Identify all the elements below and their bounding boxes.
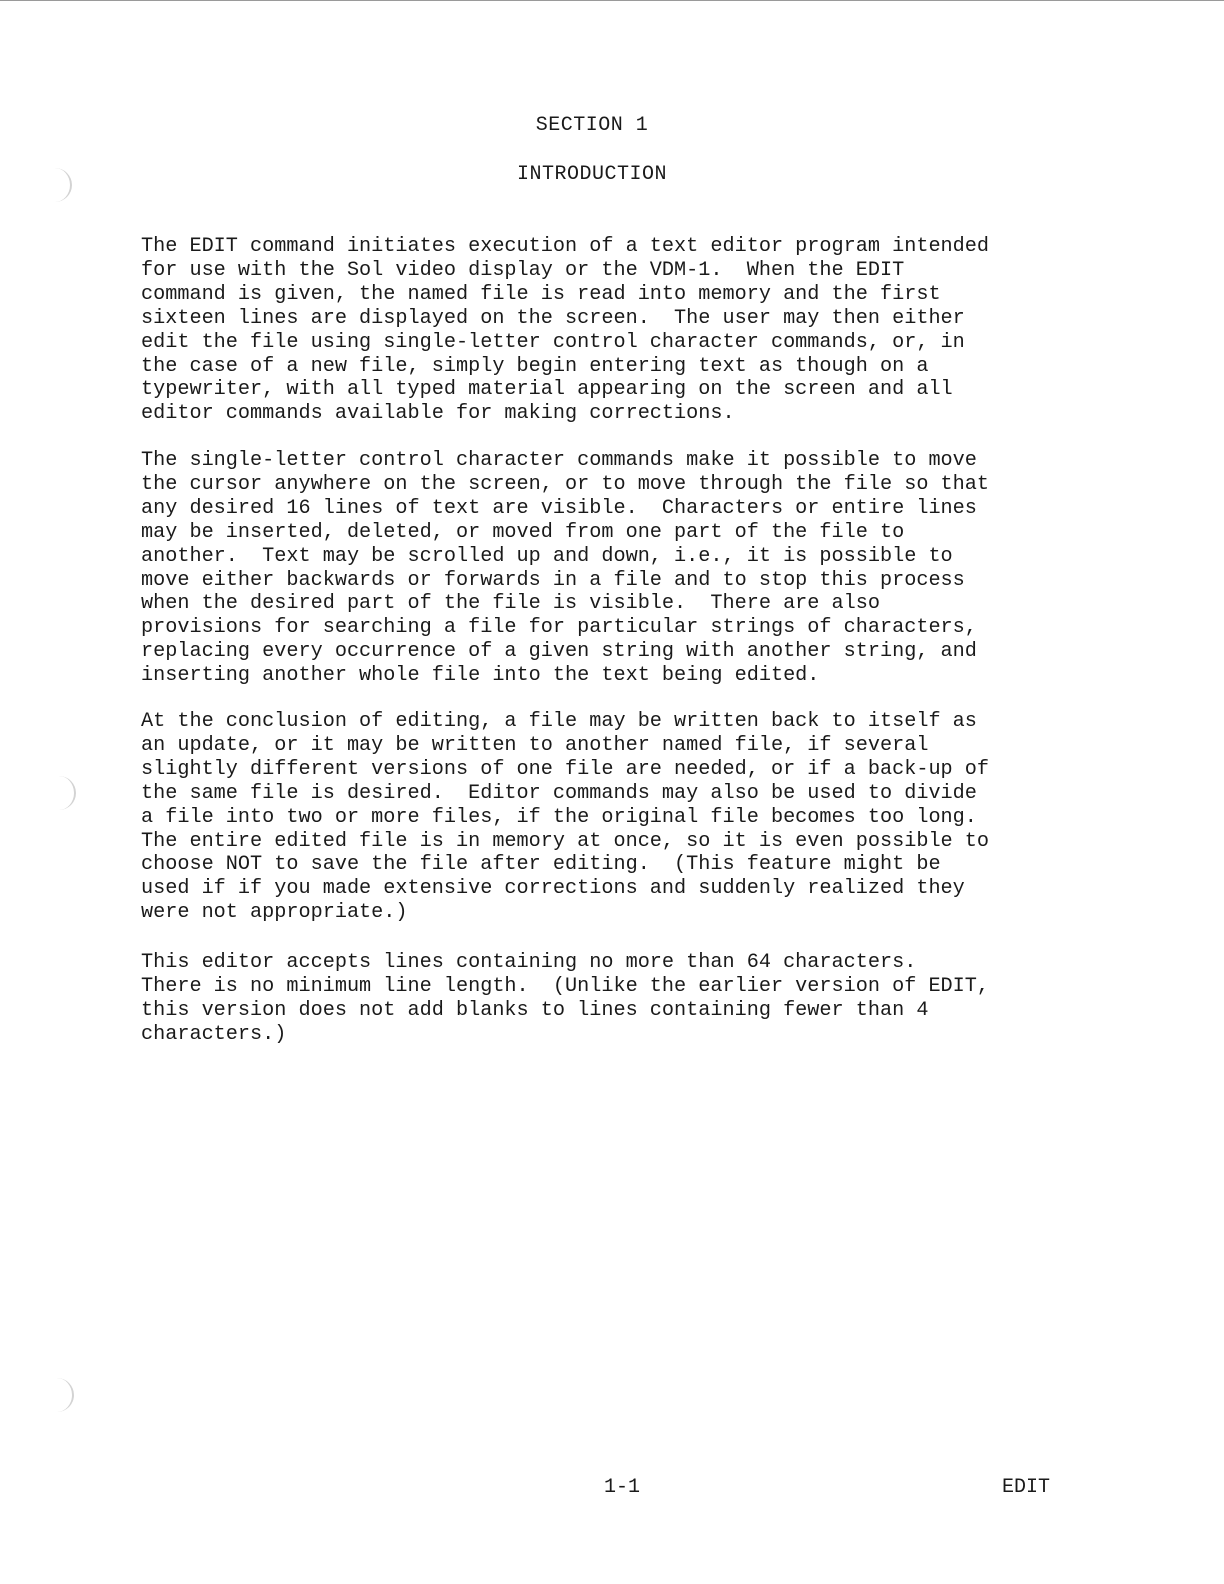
chapter-title: INTRODUCTION — [516, 163, 668, 186]
document-name: EDIT — [1002, 1476, 1051, 1499]
paragraph-control-commands: The single-letter control character commands make it possible to move the cursor anywhere on the screen, or to move through the file so that any desired 16 lines of text are visible. Characters or entire lines may be inserted, deleted, or moved from one part of the file to another. Text may be scrolled up and down, i.e., it is possible to move either backwards or forwards in a file and to stop this process when the desired part of the file is visible. There are also provisions for searching a file for particular strings of characters, replacing every occurrence of a given string with another string, and inserting another whole file into the text being edited. — [141, 449, 990, 688]
paragraph-overview: The EDIT command initiates execution of a text editor program intended for use with the Sol video display or the VDM-1. When the EDIT command is given, the named file is read into memory and the first sixteen lines are displayed on the screen. The user may then either edit the file using single-letter control character commands, or, in the case of a new file, simply begin entering text as though on a typewriter, with all typed material appearing on the screen and all editor commands available for making corrections. — [141, 235, 990, 426]
section-heading: SECTION 1 — [535, 114, 649, 137]
paragraph-line-length: This editor accepts lines containing no more than 64 characters. There is no minimum line length. (Unlike the earlier version of EDIT, this version does not add blanks to lines containing fewer than 4 characters.) — [141, 951, 990, 1046]
binder-hole-mark-bottom — [50, 1378, 74, 1412]
binder-hole-mark-middle — [52, 776, 76, 810]
page-top-edge — [0, 0, 1224, 1]
paragraph-saving-files: At the conclusion of editing, a file may be written back to itself as an update, or it may be written to another named file, if several slightly different versions of one file are needed, or if a back-up of the same file is desired. Editor commands may also be used to divide a file into two or more files, if the original file becomes too long. The entire edited file is in memory at once, so it is even possible to choose NOT to save the file after editing. (This feature might be used if if you made extensive corrections and suddenly realized they were not appropriate.) — [141, 710, 990, 925]
page-number: 1-1 — [604, 1476, 641, 1499]
